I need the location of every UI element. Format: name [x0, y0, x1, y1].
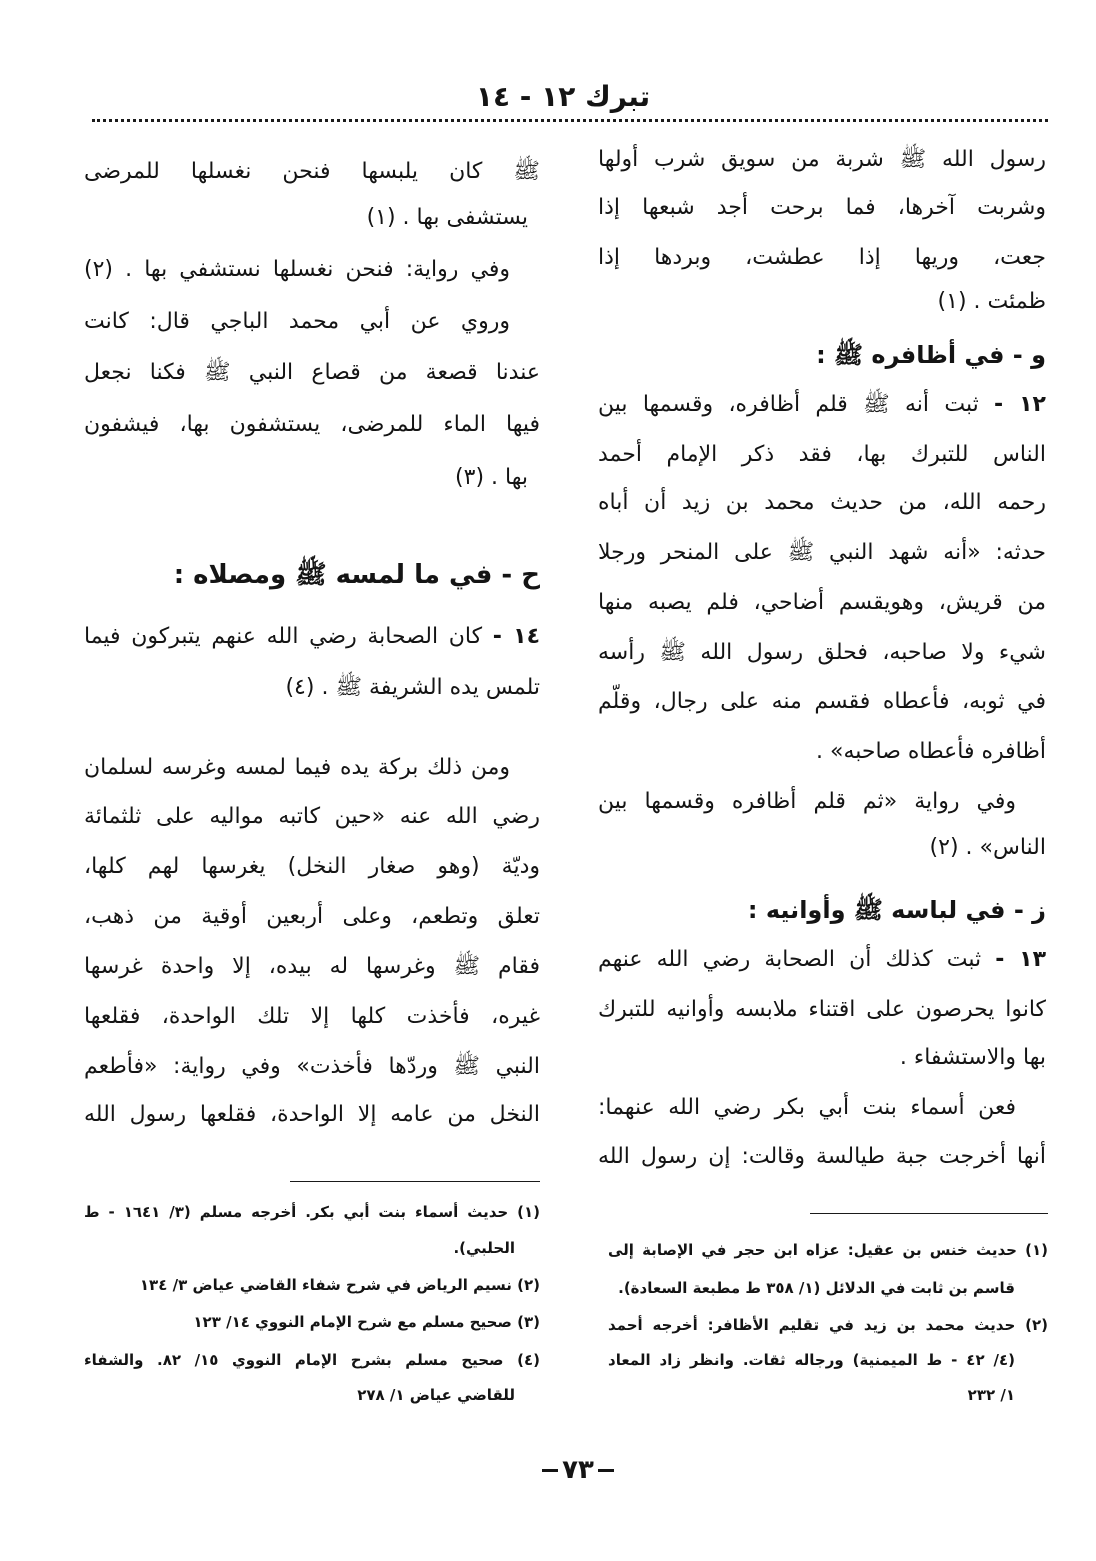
section-heading: ز - في لباسه ﷺ وأوانيه :	[747, 896, 1046, 924]
footnote-separator	[290, 1181, 540, 1182]
running-head: تبرك ١٢ - ١٤	[475, 80, 651, 113]
paragraph-number: ١٤ -	[492, 624, 540, 649]
footnote-line: (٤) صحيح مسلم بشرح الإمام النووي ١٥/ ٨٢. والشفاء	[84, 1351, 540, 1369]
text-line: عندنا قصعة من قصاع النبي ﷺ فكنا نجعل	[84, 360, 540, 385]
text-line: ومن ذلك بركة يده فيما لمسه وغرسه لسلمان	[84, 755, 510, 780]
paragraph-first-line	[598, 940, 1046, 980]
text-line: ظمئت . (١)	[937, 289, 1046, 314]
paragraph-text: ثبت كذلك أن الصحابة رضي الله عنهم	[598, 947, 982, 972]
text-line: جعت، وريها إذا عطشت، وبردها إذا	[598, 245, 1046, 270]
page-number: ٧٣	[562, 1455, 594, 1485]
text-line: وفي رواية: فنحن نغسلها نستشفي بها . (٢)	[84, 257, 510, 282]
text-line: بها . (٣)	[455, 465, 528, 490]
header-dotted-rule	[92, 119, 1048, 122]
footnote-separator	[810, 1213, 1048, 1214]
paragraph-first-line	[598, 385, 1046, 425]
text-line: الناس» . (٢)	[929, 835, 1046, 860]
text-line: وروي عن أبي محمد الباجي قال: كانت	[84, 309, 510, 334]
text-line: فيها الماء للمرضى، يستشفون بها، فيشفون	[84, 412, 540, 437]
footnote-line: (٤/ ٤٢ - ط الميمنية) ورجاله ثقات. وانظر زاد المعاد	[608, 1351, 1015, 1369]
footnote-line: ١/ ٢٣٢	[967, 1386, 1015, 1404]
text-line: النبي ﷺ وردّها فأخذت» وفي رواية: «فأطعم	[84, 1054, 540, 1079]
text-line: رسول الله ﷺ شربة من سويق شرب أولها	[598, 147, 1046, 172]
text-line: كانوا يحرصون على اقتناء ملابسه وأوانيه للتبرك	[598, 997, 1046, 1022]
text-line: رضي الله عنه «حين كاتبه مواليه على ثلثمائة	[84, 804, 540, 829]
text-line: غيره، فأخذت كلها إلا تلك الواحدة، فقلعها	[84, 1004, 540, 1029]
footnote-line: الحلبي).	[453, 1239, 515, 1257]
text-line: بها والاستشفاء .	[899, 1045, 1046, 1070]
text-line: يستشفى بها . (١)	[366, 205, 528, 230]
page-number-dash	[598, 1469, 614, 1472]
text-line: تعلق وتطعم، وعلى أربعين أوقية من ذهب،	[84, 904, 540, 929]
paragraph-text: ثبت أنه ﷺ قلم أظافره، وقسمها بين	[598, 392, 979, 417]
text-line: حدثه: «أنه شهد النبي ﷺ على المنحر ورجلا	[598, 540, 1046, 565]
text-line: تلمس يده الشريفة ﷺ . (٤)	[285, 675, 540, 700]
page-number-block	[518, 1452, 638, 1488]
text-line: من قريش، وهويقسم أضاحي، فلم يصبه منها	[598, 590, 1046, 615]
text-line: شيء ولا صاحبه، فحلق رسول الله ﷺ رأسه	[598, 640, 1046, 665]
paragraph-number: ١٣ -	[995, 947, 1047, 972]
text-line: وشربت آخرها، فما برحت أجد شبعها إذا	[598, 195, 1046, 220]
footnote-line: (٣) صحيح مسلم مع شرح الإمام النووي ١٤/ ١٢٣	[193, 1313, 540, 1331]
text-line: الناس للتبرك بها، فقد ذكر الإمام أحمد	[598, 442, 1046, 467]
paragraph-first-line	[84, 617, 540, 657]
text-line: رحمه الله، من حديث محمد بن زيد أن أباه	[598, 490, 1046, 515]
text-line: أنها أخرجت جبة طيالسة وقالت: إن رسول الله	[598, 1144, 1046, 1169]
footnote-line: (٢) حديث محمد بن زيد في تقليم الأظافر: أخرجه أحمد	[608, 1316, 1048, 1334]
footnote-line: (١) حديث أسماء بنت أبي بكر. أخرجه مسلم (٣/ ١٦٤١ - ط	[84, 1203, 541, 1221]
section-heading: و - في أظافره ﷺ :	[816, 341, 1046, 369]
text-line: فقام ﷺ وغرسها له بيده، إلا واحدة غرسها	[84, 954, 540, 979]
footnote-line: (٢) نسيم الرياض في شرح شفاء القاضي عياض ٣/ ١٣٤	[139, 1276, 540, 1294]
footnote-line: قاسم بن ثابت في الدلائل (١/ ٣٥٨ ط مطبعة السعادة).	[618, 1279, 1015, 1297]
text-line: وديّة (وهو صغار النخل) يغرسها لهم كلها،	[84, 854, 540, 879]
text-line: فعن أسماء بنت أبي بكر رضي الله عنهما:	[598, 1095, 1016, 1120]
page-number-dash	[542, 1469, 558, 1472]
text-line: ﷺ كان يلبسها فنحن نغسلها للمرضى	[84, 159, 540, 184]
text-line: النخل من عامه إلا الواحدة، فقلعها رسول الله	[84, 1102, 540, 1127]
footnote-line: (١) حديث خنس بن عقيل: عزاه ابن حجر في الإصابة إلى	[608, 1241, 1048, 1259]
paragraph-number: ١٢ -	[994, 392, 1046, 417]
section-heading: ح - في ما لمسه ﷺ ومصلاه :	[173, 560, 540, 590]
paragraph-text: كان الصحابة رضي الله عنهم يتبركون فيما	[84, 624, 483, 649]
text-line: في ثوبه، فأعطاه فقسم منه على رجال، وقلّم	[598, 689, 1046, 714]
footnote-line: للقاضي عياض ١/ ٢٧٨	[357, 1386, 515, 1404]
text-line: وفي رواية «ثم قلم أظافره وقسمها بين	[598, 789, 1016, 814]
text-line: أظافره فأعطاه صاحبه» .	[816, 739, 1046, 764]
